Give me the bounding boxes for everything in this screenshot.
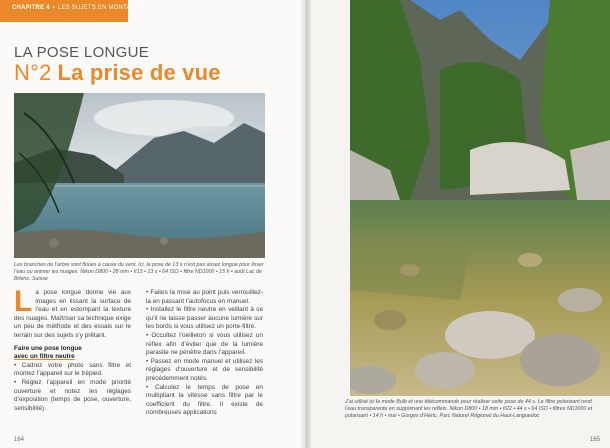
section-label: LES SUJETS EN MONTAGNE <box>57 5 145 11</box>
header-separator: • <box>52 5 55 11</box>
bullet-item: • Cadrez votre photo sans filtre et montez l’appareil sur le trépied. <box>14 361 131 378</box>
lake-photo-caption: Les branches de l’arbre sont floues à cause du vent. Ici, la pose de 13 s n’est pas assez longue pour lisser l’eau ou animer les nuages. Nikon D800 • 28 mm • f/13 • 13 s • 64 ISO • filtre ND1000 • 15 h • août Lac de Brienz, Suisse <box>14 262 264 282</box>
bullet-item: • Installez le filtre neutre en veillant à ce qu’il ne laisse passer aucune lumière sur les bords si vous utilisez un porte-filtre. <box>146 306 263 331</box>
gorge-photo-caption: J’ai utilisé ici le mode Bulb et une télécommande pour réaliser cette pose de 44 s. Le filtre polarisant rend l’eau transparente en supprimant les reflets. Nikon D800 • 18 mm • f/22 • 44 s • 64 ISO • filtres ND1000 et polarisant • 14 h • mai • Gorges d’Héric, Parc Naturel Régional du Haut-Languedoc <box>345 399 593 419</box>
page-number-right: 165 <box>590 437 601 443</box>
chapter-header-bar <box>0 0 128 22</box>
right-page <box>305 0 610 448</box>
text-column-a <box>14 285 131 413</box>
title-number: N°2 <box>14 60 52 85</box>
bullet-item: • Réglez l’appareil en mode priorité ouverture et notez les réglages d’exposition (temps de pose, ouverture, sensibilité). <box>14 378 131 412</box>
section-kicker: LA POSE LONGUE <box>14 44 150 61</box>
lake-photo-image <box>14 93 265 258</box>
title-text: La prise de vue <box>57 60 221 85</box>
subheading <box>14 345 131 362</box>
bullet-item: • Occultez l’oeilleton si vous utilisez un réflex afin d’éviter que de la lumière parasite ne pénètre dans l’appareil. <box>146 331 263 357</box>
intro-paragraph: a pose longue donne vie aux images en lissant la surface de l’eau et en estompant la texture des nuages. Maîtriser sa technique exige un peu de méthode et des essais sur le terrain sur des sujets s’y prêtant. <box>14 289 131 339</box>
chapter-header <box>12 5 144 11</box>
bullet-item: • Faites la mise au point puis verrouillez-la en passant l’autofocus en manuel. <box>146 289 263 305</box>
text-column-b <box>146 289 263 418</box>
gorge-photo <box>350 0 610 396</box>
bullet-item: • Passez en mode manuel et utilisez les réglages d’ouverture et de sensibilité précédemment notés. <box>146 357 263 382</box>
bullet-item: • Calculez le temps de pose en multipliant la vitesse sans filtre par le coefficient du filtre. Il existe de nombreuses applications <box>146 383 263 417</box>
gorge-photo-image <box>350 0 610 396</box>
lake-photo <box>14 93 265 258</box>
dropcap: L <box>14 285 33 318</box>
page-title <box>14 60 221 86</box>
chapter-label: CHAPITRE 4 <box>12 5 50 11</box>
page-number-left: 164 <box>14 437 25 443</box>
subheading-line-1: Faire une pose longue <box>14 344 82 352</box>
subheading-line-2: avec un filtre neutre <box>14 353 75 361</box>
